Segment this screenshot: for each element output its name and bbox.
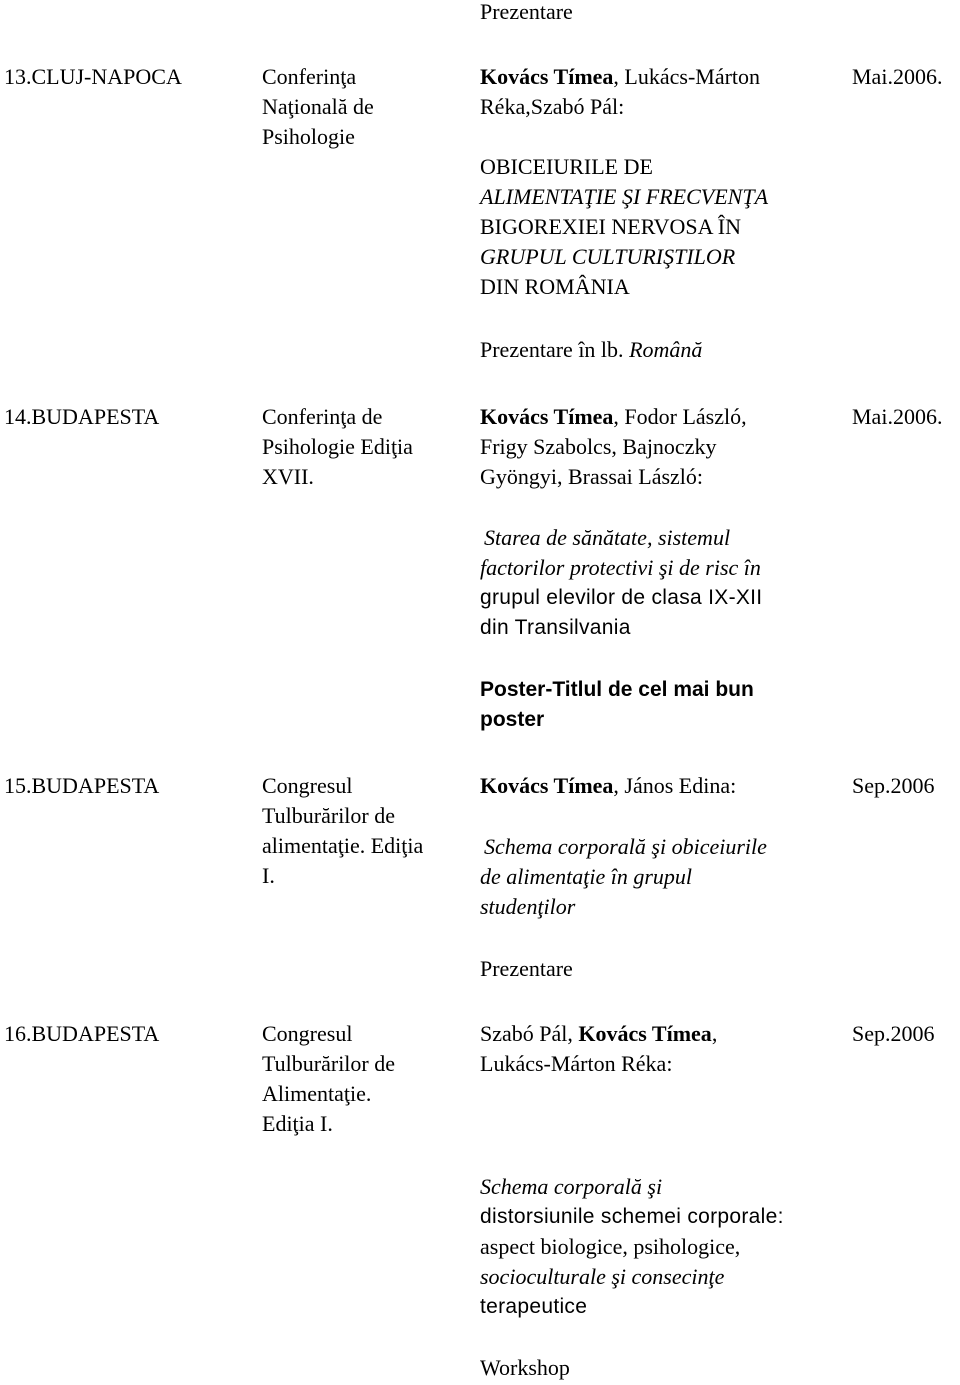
event-line: XVII. <box>262 464 314 489</box>
presentation-type <box>480 335 702 365</box>
entry-date: Mai.2006. <box>852 64 943 89</box>
event-line: Alimentaţie. <box>262 1081 372 1106</box>
entry-number: 16.BUDAPESTA <box>4 1021 160 1046</box>
event-line: Naţională de <box>262 94 374 119</box>
highlighted-author: Kovács Tímea <box>480 64 614 89</box>
event-line: Congresul <box>262 773 353 798</box>
title-line: Schema corporală şi obiceiurile <box>484 834 767 859</box>
title-line: de alimentaţie în grupul <box>480 864 693 889</box>
presentation-type: poster <box>480 708 545 731</box>
event-line: Tulburărilor de <box>262 1051 396 1076</box>
type-text: Prezentare în lb. <box>480 337 630 362</box>
presentation-type: Prezentare <box>480 956 573 981</box>
entry-date: Sep.2006 <box>852 1021 935 1046</box>
event-line: Congresul <box>262 1021 353 1046</box>
entry-date: Mai.2006. <box>852 404 943 429</box>
authors-line: Réka,Szabó Pál: <box>480 94 625 119</box>
entry-number: 14.BUDAPESTA <box>4 404 160 429</box>
type-language: Română <box>629 337 703 362</box>
entry-number: 13.CLUJ-NAPOCA <box>4 64 182 89</box>
title-line: terapeutice <box>480 1295 588 1318</box>
authors-line <box>480 402 747 432</box>
title-line: ALIMENTAŢIE ŞI FRECVENŢA <box>480 184 769 209</box>
authors-line <box>480 1019 717 1049</box>
event-line: Psihologie Ediţia <box>262 434 413 459</box>
authors-line: Lukács-Márton Réka: <box>480 1051 673 1076</box>
presentation-type: Workshop <box>480 1355 570 1380</box>
title-line: Starea de sănătate, sistemul <box>484 525 731 550</box>
entry-date: Sep.2006 <box>852 773 935 798</box>
title-line: Schema corporală şi <box>480 1174 663 1199</box>
title-line: GRUPUL CULTURIŞTILOR <box>480 244 736 269</box>
title-line: socioculturale şi consecinţe <box>480 1264 725 1289</box>
event-line: alimentaţie. Ediţia <box>262 833 424 858</box>
co-authors: , <box>711 1021 718 1046</box>
presentation-type: Poster-Titlul de cel mai bun <box>480 678 754 701</box>
title-line: studenţilor <box>480 894 576 919</box>
co-authors: , János Edina: <box>613 773 737 798</box>
authors-line <box>480 771 736 801</box>
event-line: Tulburărilor de <box>262 803 396 828</box>
title-line: BIGOREXIEI NERVOSA ÎN <box>480 214 742 239</box>
event-line: Conferinţa <box>262 64 357 89</box>
title-line: grupul elevilor de clasa IX-XII <box>480 586 763 609</box>
event-line: Conferinţa de <box>262 404 383 429</box>
entry-number: 15.BUDAPESTA <box>4 773 160 798</box>
title-line: OBICEIURILE DE <box>480 154 653 179</box>
co-authors: , Fodor László, <box>613 404 747 429</box>
previous-entry-type: Prezentare <box>480 0 573 24</box>
title-line: aspect biologice, psihologice, <box>480 1234 741 1259</box>
co-authors: , Lukács-Márton <box>613 64 761 89</box>
event-line: I. <box>262 863 275 888</box>
highlighted-author: Kovács Tímea <box>480 404 614 429</box>
event-line: Ediţia I. <box>262 1111 333 1136</box>
highlighted-author: Kovács Tímea <box>480 773 614 798</box>
authors-line: Gyöngyi, Brassai László: <box>480 464 704 489</box>
authors-line <box>480 62 760 92</box>
authors-line: Frigy Szabolcs, Bajnoczky <box>480 434 717 459</box>
title-line: factorilor protectivi şi de risc în <box>480 555 761 580</box>
title-line: din Transilvania <box>480 616 631 639</box>
highlighted-author: Kovács Tímea <box>578 1021 712 1046</box>
first-author: Szabó Pál, <box>480 1021 579 1046</box>
title-line: DIN ROMÂNIA <box>480 274 630 299</box>
title-line: distorsiunile schemei corporale: <box>480 1205 784 1228</box>
event-line: Psihologie <box>262 124 355 149</box>
